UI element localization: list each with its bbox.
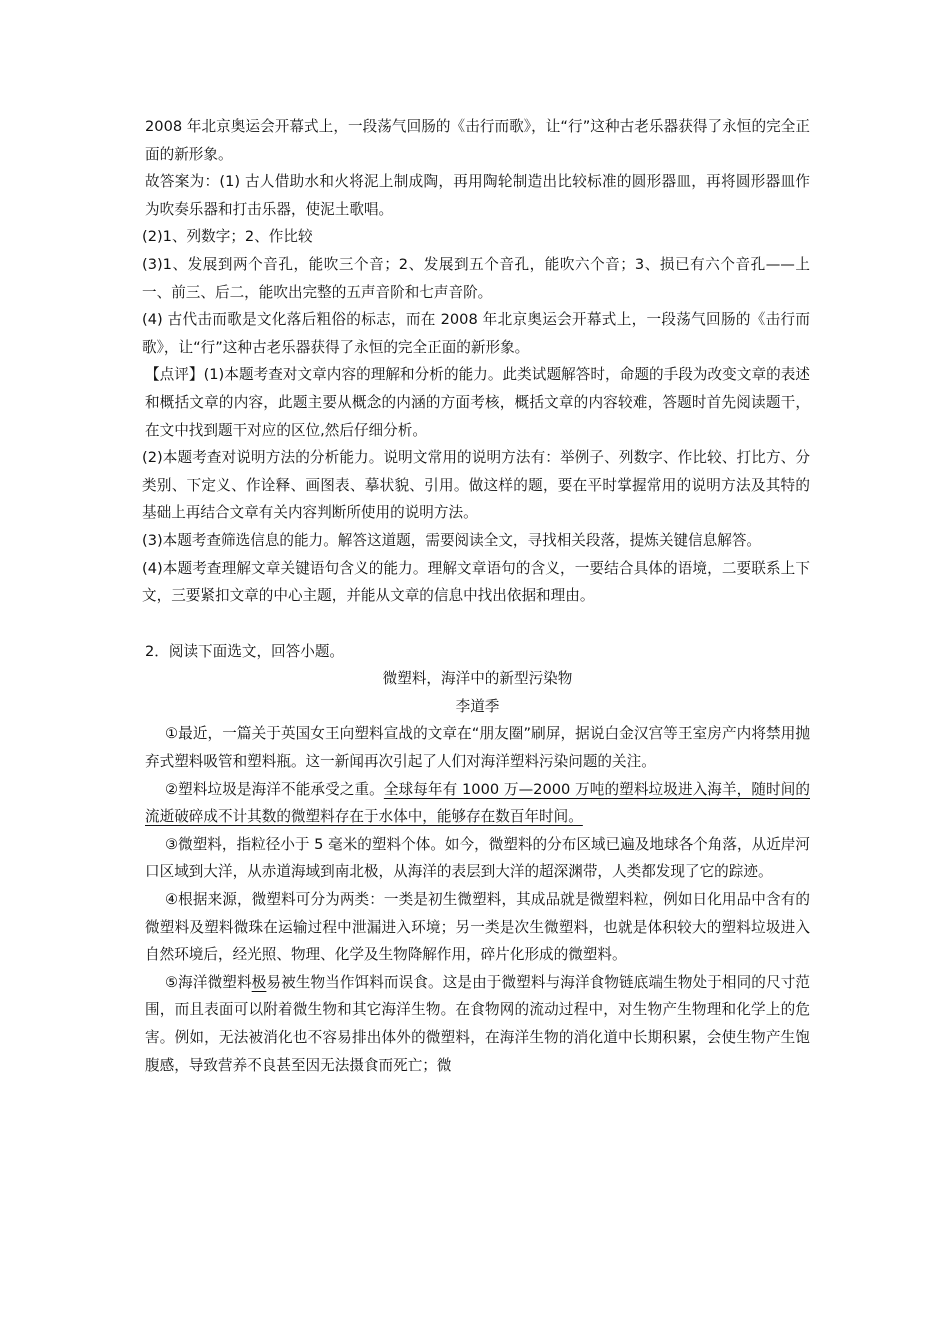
answer-text: (4) 古代击而歌是文化落后粗俗的标志，而在 2008 年北京奥运会开幕式上，一段荡气回肠的《击行而歌》，让“行”这种古老乐器获得了永恒的完全正面的新形象。 [142,311,810,356]
comment-text: (3)本题考查筛选信息的能力。解答这道题，需要阅读全文，寻找相关段落，提炼关键信息解答。 [142,531,762,549]
underlined-sentence: 全球每年有 1000 万—2000 万吨的塑料垃圾进入海羊，随时间的流逝破碎成不计其数的微塑料存在于水体中，能够存在数百年时间。 [145,780,810,826]
article-paragraph [145,776,810,831]
paragraph-text: 易被生物当作饵料而误食。这是由于微塑料与海洋食物链底端生物处于相同的尺寸范围，而且表面可以附着微生物和其它海洋生物。在食物网的流动过程中，对生物产生物理和化学上的危害。例如，无法被消化也不容易排出体外的微塑料，在海洋生物的消化道中长期积累，会使生物产生饱腹感，导致营养不良甚至因无法摄食而死亡；微 [145,973,810,1074]
article-paragraph: ①最近，一篇关于英国女王向塑料宣战的文章在“朋友圈”刷屏，据说白金汉宫等王室房产内将禁用抛弃式塑料吸管和塑料瓶。这一新闻再次引起了人们对海洋塑料污染问题的关注。 [145,725,810,771]
article-paragraph [145,969,810,1079]
article-title: 微塑料，海洋中的新型污染物 [382,670,573,688]
comment-text: (4)本题考查理解文章关键语句含义的能力。理解文章语句的含义，一要结合具体的语境，二要联系上下文，三要紧扣文章的中心主题，并能从文章的信息中找出依据和理由。 [142,559,810,605]
spacer [145,610,810,638]
article-paragraph: ④根据来源，微塑料可分为两类：一类是初生微塑料，其成品就是微塑料粒，例如日化用品中含有的微塑料及塑料微珠在运输过程中泄漏进入环境；另一类是次生微塑料，也就是体积较大的塑料垃圾进入自然环境后，经光照、物理、化学及生物降解作用，碎片化形成的微塑料。 [145,891,810,964]
document-page [142,113,810,1079]
question-heading: 2．阅读下面选文，回答小题。 [145,642,345,660]
paragraph-lead: ②塑料垃圾是海洋不能承受之重。 [165,780,384,798]
article-author: 李道季 [455,697,500,715]
article-paragraph: ③微塑料，指粒径小于 5 毫米的塑料个体。如今，微塑料的分布区域已遍及地球各个角落，从近岸河口区域到大洋，从赤道海域到南北极，从海洋的表层到大洋的超深渊带，人类都发现了它的踪迹。 [145,835,810,881]
answer-text: (3)1、发展到两个音孔，能吹三个音；2、发展到五个音孔，能吹六个音；3、损已有六个音孔——上一、前三、后二，能吹出完整的五声音阶和七声音阶。 [142,255,810,301]
comment-text: 【点评】(1)本题考查对文章内容的理解和分析的能力。此类试题解答时，命题的手段为改变文章的表述和概括文章的内容，此题主要从概念的内涵的方面考核，概括文章的内容较难，答题时首先阅读题干，在文中找到题干对应的区位,然后仔细分析。 [145,366,810,439]
paragraph-text: ⑤海洋微塑料 [165,973,252,991]
answer-text: 故答案为：(1) 古人借助水和火将泥上制成陶，再用陶轮制造出比较标准的圆形器皿，再将圆形器皿作为吹奏乐器和打击乐器，使泥土歌唱。 [145,173,810,218]
answer-text: 2008 年北京奥运会开幕式上，一段荡气回肠的《击行而歌》，让“行”这种古老乐器获得了永恒的完全正面的新形象。 [145,118,810,163]
underlined-word: 极 [251,973,267,991]
answer-text: (2)1、列数字；2、作比较 [142,228,313,246]
comment-text: (2)本题考查对说明方法的分析能力。说明文常用的说明方法有：举例子、列数字、作比较、打比方、分类别、下定义、作诠释、画图表、摹状貌、引用。做这样的题，要在平时掌握常用的说明方法及其特的基础上再结合文章有关内容判断所使用的说明方法。 [142,449,810,522]
